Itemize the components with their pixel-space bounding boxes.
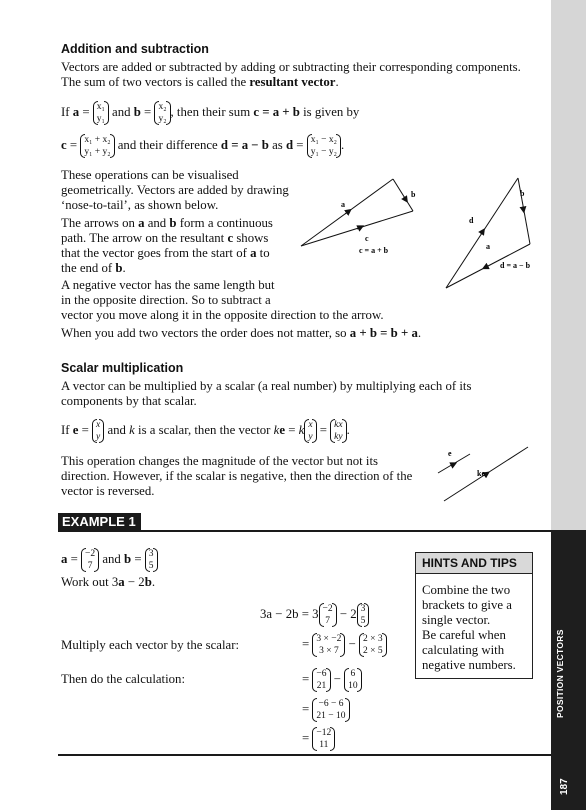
step1-label: Multiply each vector by the scalar:	[61, 638, 240, 652]
example-given: a = −2 7 and b = 3 5	[61, 548, 158, 572]
step2-label: Then do the calculation:	[61, 672, 186, 686]
page-number: 187	[559, 778, 570, 795]
neg-line-1: A negative vector has the same length but	[61, 278, 275, 292]
scalar-line-3: This operation changes the magnitude of the vector but not its	[61, 454, 378, 468]
matrix-ke: kx ky	[330, 419, 346, 443]
example-step-4: = −12 11	[302, 727, 335, 751]
sum-definition: If a = x₁ y₁ and b = x₂ y₂ , then their sum c = a + b is given by	[61, 102, 360, 124]
example-step-3: = −6 − 6 21 − 10	[302, 698, 350, 722]
scalar-line-1: A vector can be multiplied by a scalar (a real number) by multiplying each of its	[61, 379, 472, 393]
hint-line: Be careful when	[422, 628, 506, 642]
example-step-0: 3a − 2b = 3 −2 7 − 2 3 5	[260, 603, 369, 627]
step1-matrix-1: 3 × −2 3 × 7	[312, 633, 345, 657]
label-d: d	[469, 216, 474, 225]
example-task: Work out 3a − 2b.	[61, 575, 156, 589]
heading-scalar: Scalar multiplication	[61, 361, 184, 375]
bottom-rule	[58, 754, 551, 756]
example-matrix-a: −2 7	[81, 548, 99, 572]
hints-title: HINTS AND TIPS	[416, 553, 532, 574]
caption-add: c = a + b	[359, 246, 389, 255]
label-ke: ke	[477, 469, 485, 478]
hint-line: Combine the two	[422, 583, 511, 597]
label-b: b	[411, 190, 416, 199]
example-rule	[58, 530, 551, 532]
scalar-line-4: direction. However, if the scalar is negative, then the direction of the	[61, 469, 413, 483]
addition-diagram	[295, 172, 435, 267]
step2-matrix-2: 6 10	[344, 668, 362, 692]
example-step-1: = 3 × −2 3 × 7 − 2 × 3 2 × 5	[302, 633, 387, 657]
geo-line-3: ‘nose-to-tail’, as shown below.	[61, 198, 219, 212]
step1-matrix-2: 2 × 3 2 × 5	[359, 633, 387, 657]
example-matrix-b: 3 5	[145, 548, 158, 572]
matrix-d: x₁ − x₂ y₁ − y₂	[307, 134, 341, 158]
example-step-2: = −6 21 − 6 10	[302, 668, 362, 692]
scalar-definition: If e = x y and k is a scalar, then the vector ke = k x y = kx ky .	[61, 420, 350, 442]
matrix-b: x₂ y₂	[154, 101, 170, 125]
label-e: e	[448, 449, 452, 458]
scalar-line-5: vector is reversed.	[61, 484, 155, 498]
label-a-sub: a	[486, 242, 490, 251]
hint-line: single vector.	[422, 613, 491, 627]
step3-matrix: −6 − 6 21 − 10	[312, 698, 349, 722]
matrix-e: x y	[92, 419, 104, 443]
step0-matrix-a: −2 7	[319, 603, 337, 627]
scalar-diagram	[432, 443, 532, 505]
difference-definition: c = x₁ + x₂ y₁ + y₂ and their difference d = a − b as d = x₁ − x₂ y₁ − y₂ .	[61, 135, 345, 157]
hints-box	[415, 552, 533, 679]
hint-line: brackets to give a	[422, 598, 512, 612]
arrow-a	[345, 211, 349, 214]
chapter-label	[555, 698, 565, 718]
hints-body	[416, 574, 532, 673]
neg-line-2: in the opposite direction. So to subtract a	[61, 293, 271, 307]
step0-matrix-b: 3 5	[357, 603, 370, 627]
label-c: c	[365, 234, 369, 243]
example-tab: EXAMPLE 1	[58, 513, 141, 531]
matrix-c: x₁ + x₂ y₁ + y₂	[80, 134, 114, 158]
vector-e-line	[438, 454, 470, 473]
matrix-a: x₁ y₁	[93, 101, 109, 125]
arrows-line-3: that the vector goes from the start of a to	[61, 246, 270, 260]
neg-line-3: vector you move along it in the opposite direction to the arrow.	[61, 308, 384, 322]
subtraction-diagram	[440, 172, 540, 297]
caption-sub: d = a − b	[500, 261, 531, 270]
arrows-line-1: The arrows on a and b form a continuous	[61, 216, 273, 230]
intro-line-1: Vectors are added or subtracted by adding or subtracting their corresponding components.	[61, 60, 521, 74]
heading-addition: Addition and subtraction	[61, 42, 209, 56]
geo-line-1: These operations can be visualised	[61, 168, 239, 182]
arrow-e	[451, 464, 454, 466]
arrow-b-sub	[523, 207, 524, 210]
step2-matrix-1: −6 21	[312, 668, 330, 692]
label-b-sub: b	[520, 189, 525, 198]
arrows-line-4: the end of b.	[61, 261, 126, 275]
intro-line-2: The sum of two vectors is called the resultant vector.	[61, 75, 339, 89]
order-line: When you add two vectors the order does not matter, so a + b = b + a.	[61, 326, 422, 340]
label-a: a	[341, 200, 345, 209]
scalar-line-2: components by that scalar.	[61, 394, 197, 408]
geo-line-2: geometrically. Vectors are added by drawing	[61, 183, 289, 197]
vector-b-line-sub	[518, 178, 530, 244]
hint-line: calculating with	[422, 643, 505, 657]
matrix-e-scaled: x y	[304, 419, 316, 443]
vector-b-line	[393, 179, 413, 211]
arrow-a-sub	[485, 266, 488, 268]
hint-line: negative numbers.	[422, 658, 516, 672]
step4-matrix: −12 11	[312, 727, 335, 751]
arrows-line-2: path. The arrow on the resultant c shows	[61, 231, 269, 245]
